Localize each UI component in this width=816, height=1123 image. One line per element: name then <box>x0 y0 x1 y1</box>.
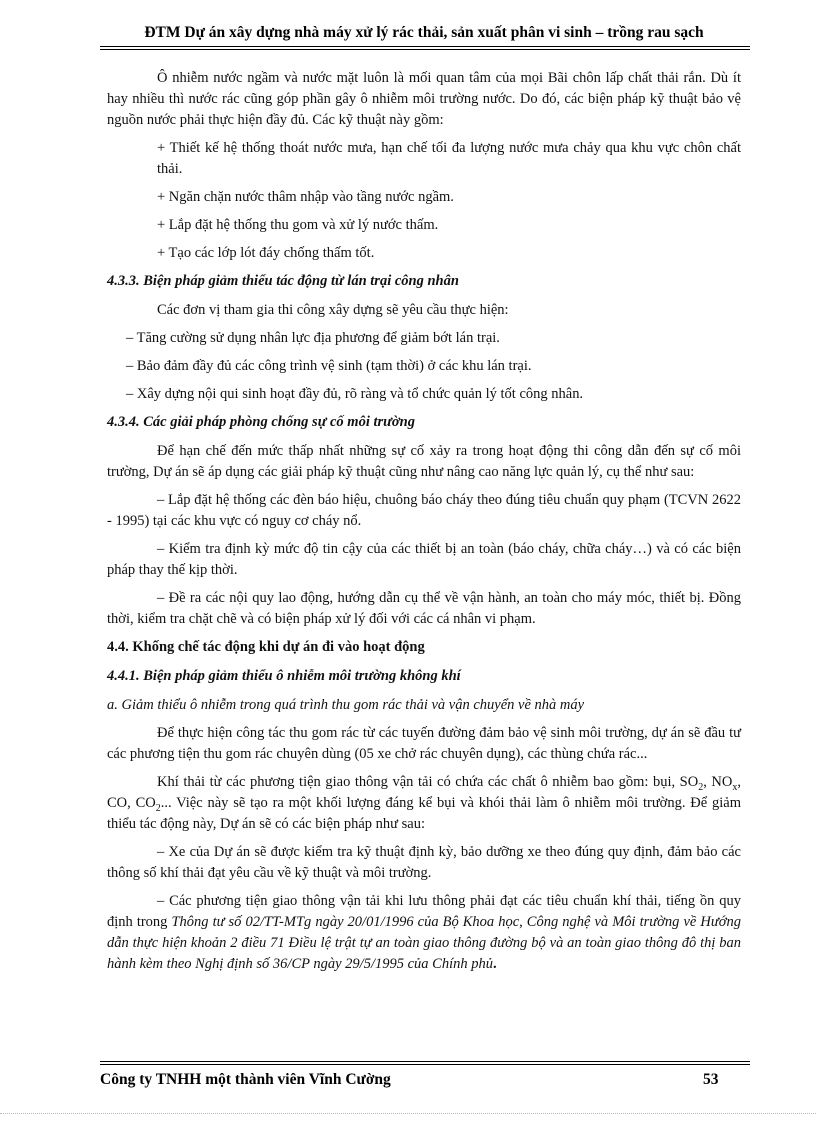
text-run: ... Việc này sẽ tạo ra một khối lượng đáng kể bụi và khói thải làm ô nhiễm môi trường. Để giảm thiểu tác động này, Dự án sẽ có các biện pháp như sau: <box>107 795 741 832</box>
text-run: Khí thải từ các phương tiện giao thông vận tải có chứa các chất ô nhiễm bao gồm: bụi, SO <box>157 774 699 790</box>
list-item: – Xe của Dự án sẽ được kiểm tra kỹ thuật định kỳ, bảo dưỡng xe theo đúng quy định, đảm bảo các thông số khí thải đạt yêu cầu về kỹ thuật và môi trường. <box>107 844 741 881</box>
paragraph-regulation <box>107 891 741 975</box>
list-item: – Xây dựng nội qui sinh hoạt đầy đủ, rõ ràng và tổ chức quản lý tốt công nhân. <box>126 386 584 402</box>
paragraph: Để thực hiện công tác thu gom rác từ các tuyến đường đảm bảo vệ sinh môi trường, dự án sẽ đầu tư các phương tiện thu gom rác chuyên dùng (05 xe chở rác chuyên dụng), các thùng chứa rác... <box>107 725 741 762</box>
text-run: , CO, CO <box>107 774 741 811</box>
footer-company: Công ty TNHH một thành viên Vĩnh Cường <box>100 1071 391 1088</box>
paragraph: Ô nhiễm nước ngầm và nước mặt luôn là mối quan tâm của mọi Bãi chôn lấp chất thải rắn. Dù ít hay nhiều thì nước rác cũng góp phần gây ô nhiễm môi trường nước. Do đó, các biện pháp kỹ thuật bảo vệ nguồn nước phải thực hiện đầy đủ. Các kỹ thuật này gồm: <box>107 70 741 128</box>
list-item: + Thiết kế hệ thống thoát nước mưa, hạn chế tối đa lượng nước mưa chảy qua khu vực chôn chất thải. <box>157 140 741 177</box>
text-run: – Các phương tiện giao thông vận tải khi lưu thông phải đạt các tiêu chuẩn khí thải, tiếng ồn quy định trong <box>107 893 741 930</box>
page-number: 53 <box>703 1071 719 1088</box>
paragraph: Để hạn chế đến mức thấp nhất những sự cố xảy ra trong hoạt động thi công dẫn đến sự cố môi trường, Dự án sẽ áp dụng các giải pháp kỹ thuật cũng như nâng cao năng lực quản lý, cụ thể như sau: <box>107 443 741 480</box>
footer-rule-top <box>100 1061 750 1062</box>
paragraph-emissions <box>107 772 741 835</box>
subscript: 2 <box>698 781 704 793</box>
section-heading-4-3-3: 4.3.3. Biện pháp giảm thiểu tác động từ lán trại công nhân <box>107 273 459 289</box>
footer-rule-bottom <box>100 1064 750 1065</box>
subscript: x <box>732 781 738 793</box>
list-item: + Lắp đặt hệ thống thu gom và xử lý nước thấm. <box>157 217 439 233</box>
text-run: , NO <box>703 774 733 790</box>
list-item: – Lắp đặt hệ thống các đèn báo hiệu, chuông báo cháy theo đúng tiêu chuẩn quy phạm (TCVN 2622 - 1995) tại các khu vực có nguy cơ cháy nổ. <box>107 492 741 529</box>
section-heading-4-3-4: 4.3.4. Các giải pháp phòng chống sự cố môi trường <box>107 414 415 430</box>
page-header-title: ĐTM Dự án xây dựng nhà máy xử lý rác thải, sản xuất phân vi sinh – trồng rau sạch <box>144 24 704 41</box>
list-item: – Đề ra các nội quy lao động, hướng dẫn cụ thể về vận hành, an toàn cho máy móc, thiết bị. Đồng thời, kiểm tra chặt chẽ và có biện pháp xử lý đối với các cá nhân vi phạm. <box>107 590 741 627</box>
header-rule-bottom <box>100 49 750 50</box>
document-body <box>107 68 741 982</box>
header-rule-top <box>100 46 750 47</box>
list-item: + Ngăn chặn nước thâm nhập vào tầng nước ngầm. <box>157 189 454 205</box>
page-edge-divider <box>0 1113 816 1114</box>
list-item: – Kiểm tra định kỳ mức độ tin cậy của các thiết bị an toàn (báo cháy, chữa cháy…) và có các biện pháp thay thế kịp thời. <box>107 541 741 578</box>
section-heading-4-4: 4.4. Khống chế tác động khi dự án đi vào hoạt động <box>107 639 425 655</box>
list-item: + Tạo các lớp lót đáy chống thấm tốt. <box>157 245 375 261</box>
text-run: . <box>492 956 497 972</box>
regulation-citation: Thông tư số 02/TT-MTg ngày 20/01/1996 của Bộ Khoa học, Công nghệ và Môi trường về Hướng dẫn thực hiện khoản 2 điều 71 Điều lệ trật tự an toàn giao thông đường bộ và an toàn giao thông đô thị ban hành kèm theo Nghị định số 36/CP ngày 29/5/1995 của Chính phủ <box>107 914 741 972</box>
paragraph: Các đơn vị tham gia thi công xây dựng sẽ yêu cầu thực hiện: <box>157 302 509 318</box>
list-item: – Bảo đảm đầy đủ các công trình vệ sinh (tạm thời) ở các khu lán trại. <box>126 358 532 374</box>
section-heading-4-4-1: 4.4.1. Biện pháp giảm thiểu ô nhiễm môi trường không khí <box>107 668 461 684</box>
subsection-a-heading: a. Giảm thiểu ô nhiễm trong quá trình thu gom rác thải và vận chuyển về nhà máy <box>107 697 585 713</box>
list-item: – Tăng cường sử dụng nhân lực địa phương để giảm bớt lán trại. <box>126 330 500 346</box>
subscript: 2 <box>155 802 161 814</box>
